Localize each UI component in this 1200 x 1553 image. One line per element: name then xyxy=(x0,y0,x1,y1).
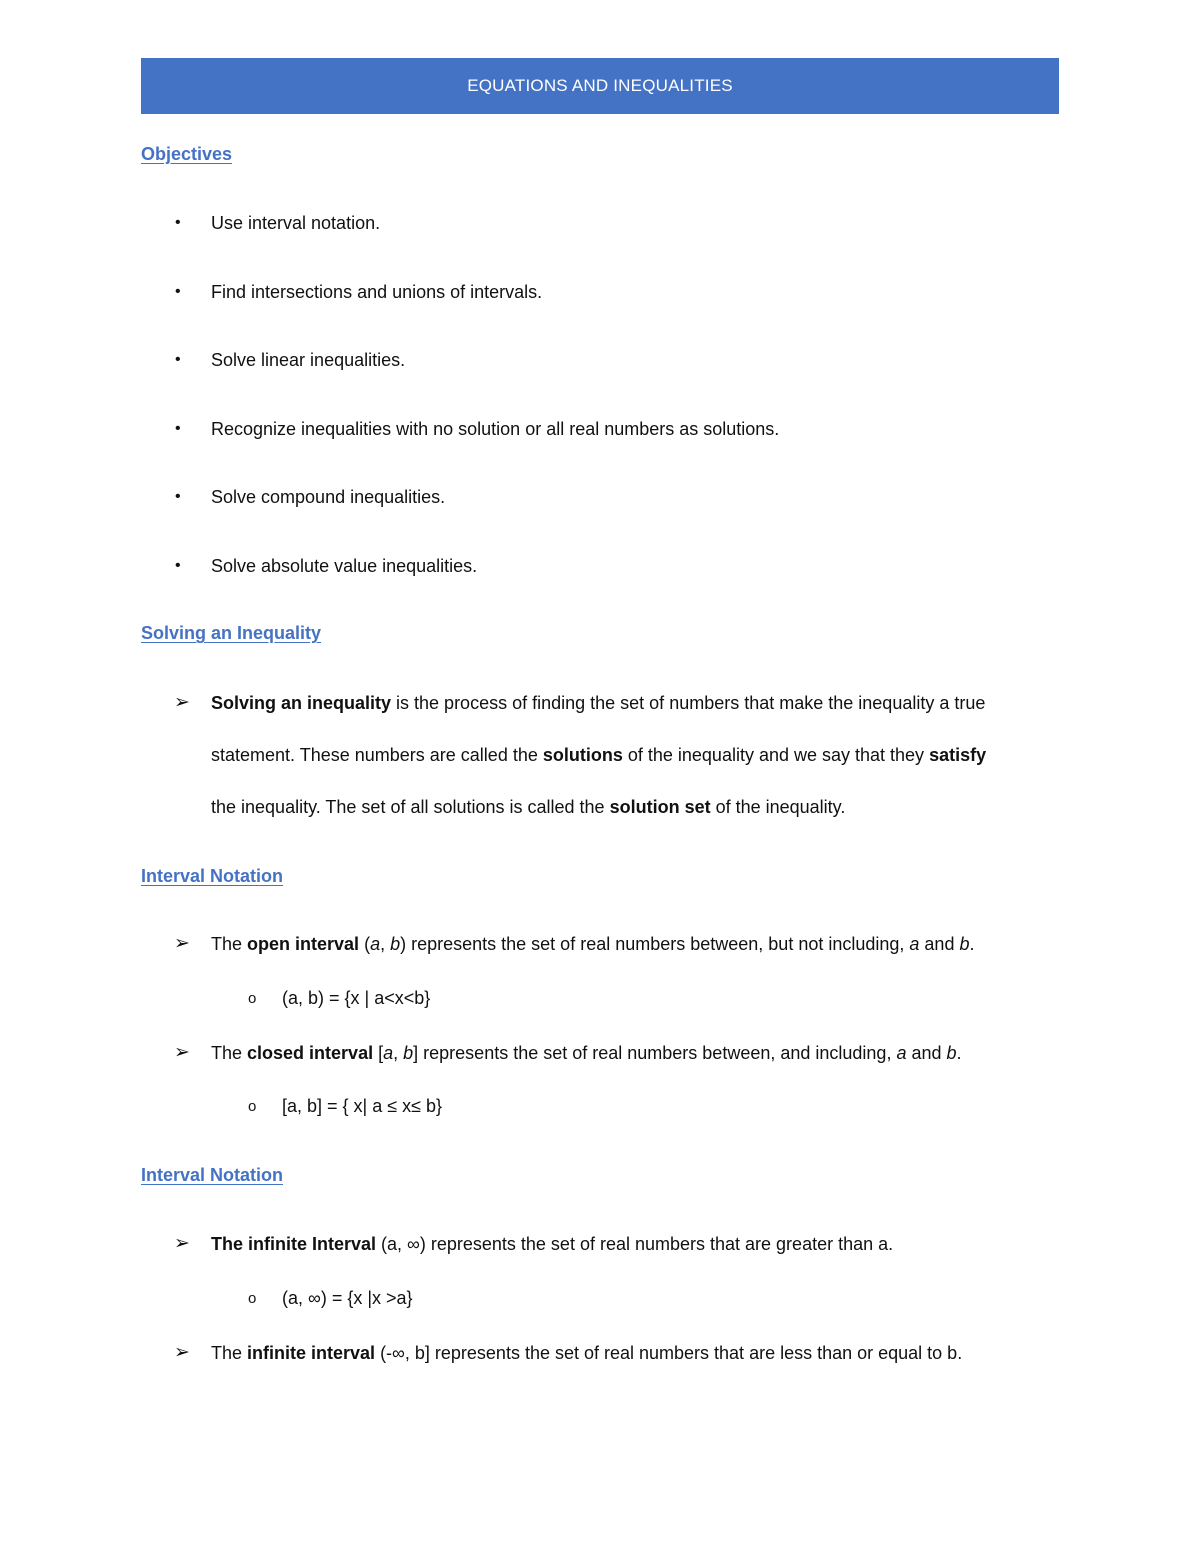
objectives-heading: Objectives xyxy=(141,144,233,164)
solving-paragraph-line-3: the inequality. The set of all solutions is called the solution set of the inequality. xyxy=(211,797,846,817)
arrow-bullet-icon: ➢ xyxy=(174,692,190,713)
arrow-bullet-icon: ➢ xyxy=(174,933,190,954)
solving-paragraph-line-2: statement. These numbers are called the solutions of the inequality and we say that they satisfy xyxy=(211,745,987,765)
title-banner xyxy=(141,58,1059,114)
arrow-bullet-icon: ➢ xyxy=(174,1342,190,1363)
infinite-interval-text-2: The infinite interval (-∞, b] represents the set of real numbers that are less than or equal to b. xyxy=(211,1343,963,1363)
sub-bullet-icon: o xyxy=(248,1290,257,1307)
sub-bullet-icon: o xyxy=(248,990,257,1007)
objective-item: Recognize inequalities with no solution or all real numbers as solutions. xyxy=(211,419,780,439)
infinite-interval-text-1: The infinite Interval (a, ∞) represents the set of real numbers that are greater than a. xyxy=(211,1234,894,1254)
bullet-icon: • xyxy=(175,557,181,574)
interval-notation-heading: Interval Notation xyxy=(141,1165,284,1185)
arrow-bullet-icon: ➢ xyxy=(174,1042,190,1063)
bullet-icon: • xyxy=(175,420,181,437)
objective-item: Solve absolute value inequalities. xyxy=(211,556,478,576)
solving-paragraph-line-1: Solving an inequality is the process of finding the set of numbers that make the inequality a true xyxy=(211,693,986,713)
closed-interval-definition: [a, b] = { x| a ≤ x≤ b} xyxy=(282,1096,443,1116)
arrow-bullet-icon: ➢ xyxy=(174,1233,190,1254)
objective-item: Find intersections and unions of intervals. xyxy=(211,282,543,302)
bullet-icon: • xyxy=(175,214,181,231)
open-interval-text: The open interval (a, b) represents the set of real numbers between, but not including, a and b. xyxy=(211,934,975,954)
objective-item: Solve linear inequalities. xyxy=(211,350,406,370)
solving-heading: Solving an Inequality xyxy=(141,623,322,643)
interval-notation-heading: Interval Notation xyxy=(141,866,284,886)
infinite-interval-definition: (a, ∞) = {x |x >a} xyxy=(282,1288,413,1308)
open-interval-definition: (a, b) = {x | a<x<b} xyxy=(282,988,431,1008)
objective-item: Solve compound inequalities. xyxy=(211,487,446,507)
bullet-icon: • xyxy=(175,351,181,368)
sub-bullet-icon: o xyxy=(248,1098,257,1115)
closed-interval-text: The closed interval [a, b] represents the set of real numbers between, and including, a and b. xyxy=(211,1043,962,1063)
objective-item: Use interval notation. xyxy=(211,213,381,233)
document-title: EQUATIONS AND INEQUALITIES xyxy=(467,76,733,95)
bullet-icon: • xyxy=(175,283,181,300)
bullet-icon: • xyxy=(175,488,181,505)
